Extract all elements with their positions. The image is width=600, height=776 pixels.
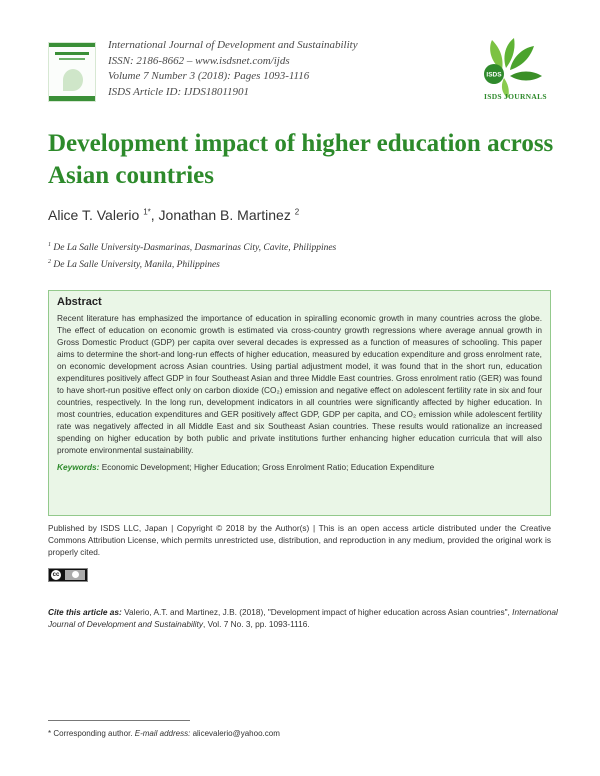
logo-caption: ISDS JOURNALS bbox=[484, 92, 547, 101]
affiliation-item bbox=[48, 255, 548, 272]
abstract-box bbox=[48, 290, 551, 516]
journal-volume: Volume 7 Number 3 (2018): Pages 1093-1116 bbox=[108, 70, 310, 82]
article-id: ISDS Article ID: IJDS18011901 bbox=[108, 85, 250, 98]
journal-name: International Journal of Development and Sustainability bbox=[108, 39, 358, 51]
citation-text: Valerio, A.T. and Martinez, J.B. (2018), "Development impact of higher education across Asian countries", bbox=[124, 607, 510, 617]
journal-cover-thumbnail bbox=[48, 42, 96, 102]
journal-issn: ISSN: 2186-8662 – www.isdsnet.com/ijds bbox=[108, 54, 290, 67]
attribution-person-icon bbox=[72, 571, 79, 578]
author-name: Alice T. Valerio bbox=[48, 207, 140, 223]
cc-by-badge[interactable] bbox=[48, 568, 88, 582]
footnote-divider bbox=[48, 720, 190, 721]
keywords-label: Keywords: bbox=[57, 462, 100, 472]
article-title: Development impact of higher education across Asian countries bbox=[48, 130, 554, 189]
keywords bbox=[57, 462, 542, 472]
license-statement: Published by ISDS LLC, Japan | Copyright © 2018 by the Author(s) | This is an open access article distributed under the Creative Commons Attribution License, which permits unrestricted use, distribution, and reproduction in any medium, provided the original work is properly cited. bbox=[48, 523, 551, 557]
citation-label: Cite this article as: bbox=[48, 607, 122, 617]
abstract-heading: Abstract bbox=[57, 296, 102, 308]
affiliation-text: De La Salle University-Dasmarinas, Dasmarinas City, Cavite, Philippines bbox=[53, 243, 337, 254]
logo-badge-text: ISDS bbox=[486, 71, 502, 79]
footnote bbox=[48, 729, 448, 738]
author-list bbox=[48, 207, 548, 223]
author-separator: , bbox=[150, 207, 159, 223]
affiliations bbox=[48, 238, 548, 272]
affiliation-item bbox=[48, 238, 548, 255]
citation-volume: , Vol. 7 No. 3, pp. 1093-1116. bbox=[202, 619, 310, 629]
footnote-marker: * bbox=[48, 729, 52, 738]
affiliation-mark: 1 bbox=[48, 242, 51, 248]
citation-journal: International Journal of Development and Sustainability bbox=[48, 607, 558, 629]
keywords-text: Economic Development; Higher Education; Gross Enrolment Ratio; Education Expenditure bbox=[101, 462, 435, 472]
author-mark: 1* bbox=[143, 207, 151, 217]
citation bbox=[48, 606, 558, 630]
author-mark: 2 bbox=[294, 207, 300, 217]
affiliation-text: De La Salle University, Manila, Philippines bbox=[53, 260, 220, 271]
journal-info bbox=[108, 38, 468, 100]
affiliation-mark: 2 bbox=[48, 259, 51, 266]
author-name: Jonathan B. Martinez bbox=[158, 207, 291, 223]
footnote-text: Corresponding author. bbox=[53, 729, 133, 738]
email-label: E-mail address: bbox=[134, 729, 191, 738]
abstract-text: Recent literature has emphasized the importance of education in spiralling economic growth in many countries across the globe. The effect of education on economic growth is estimated via cross-country growth regressions where average annual growth in Gross Domestic Product (GDP) per capita over several decades is expressed as a function of measures of schooling. This paper aims to determine the short-and long-run effects of higher education, measured by education expenditure and gross enrolment rate, on economic development across Asian countries. Using partial adjustment model, it was found that in the short run, education expenditures positively affect GDP in four Southeast Asian and three Middle East countries. Gross enrolment ratio (GER) was found to have short-run positive effect only on carbon dioxide (CO₂) emission and negative effect on adolescent fertility rate in six and four countries, respectively. In the long run, development indicators in all countries were significantly affected by higher education. In most countries, education expenditures and GER positively affect GDP, GDP per capita, and CO₂ emission while adolescent fertility rate was negatively affected in all Middle East and six Southeast Asian countries. These results would rationalize an increased spending on higher education by both public and private institutions further enhancing higher education curricula that will also promote environmental sustainability. bbox=[57, 313, 542, 455]
email-link[interactable]: alicevalerio@yahoo.com bbox=[192, 729, 280, 738]
cc-icon: cc bbox=[52, 572, 60, 578]
